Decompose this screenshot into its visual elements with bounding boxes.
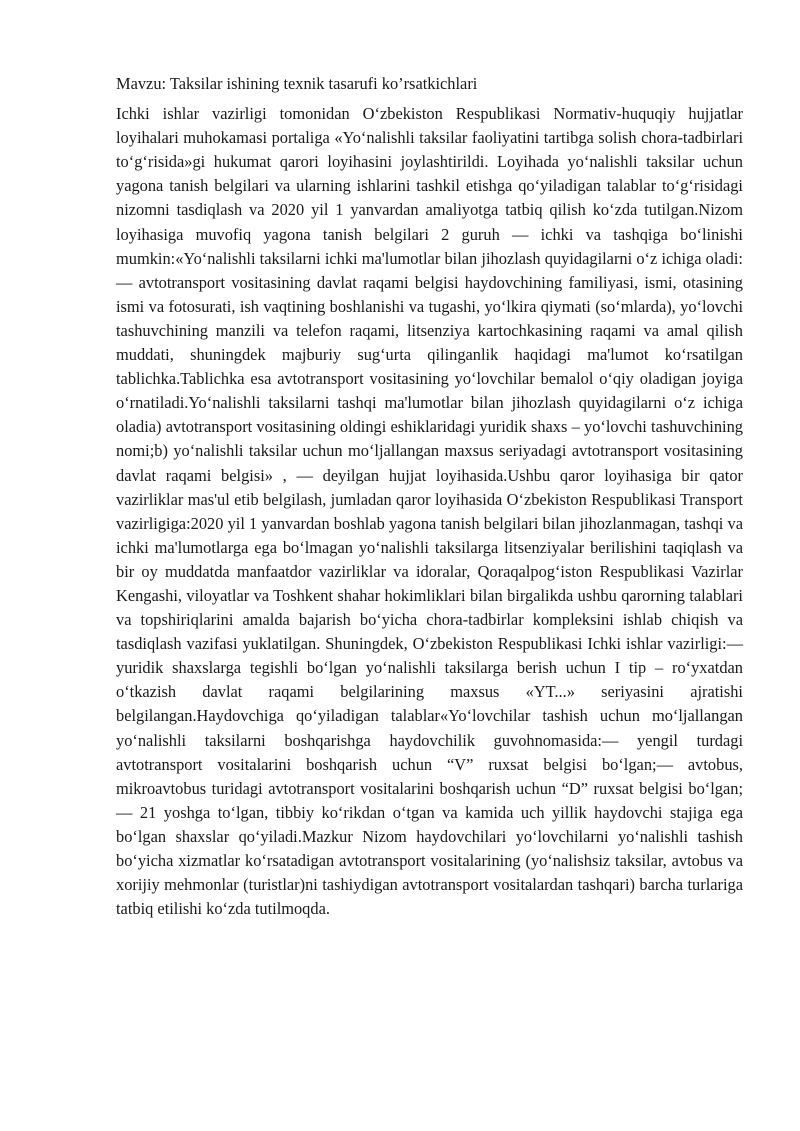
document-body-paragraph: Ichki ishlar vazirligi tomonidan O‘zbekiston Respublikasi Normativ-huquqiy hujjatlar loyihalari muhokamasi portaliga «Yo‘nalishli taksilar faoliyatini tartibga solish chora-tadbirlari to‘g‘risida»gi hukumat qarori loyihasini joylashtirildi. Loyihada yo‘nalishli taksilar uchun yagona tanish belgilari va ularning ishlarini tashkil etishga qo‘yiladigan talablar to‘g‘risidagi nizomni tasdiqlash va 2020 yil 1 yanvardan amaliyotga tatbiq qilish ko‘zda tutilgan.Nizom loyihasiga muvofiq yagona tanish belgilari 2 guruh — ichki va tashqiga bo‘linishi mumkin:«Yo‘nalishli taksilarni ichki ma'lumotlar bilan jihozlash quyidagilarni o‘z ichiga oladi:— avtotransport vositasining davlat raqami belgisi haydovchining familiyasi, ismi, otasining ismi va fotosurati, ish vaqtining boshlanishi va tugashi, yo‘lkira qiymati (so‘mlarda), yo‘lovchi tashuvchining manzili va telefon raqami, litsenziya kartochkasining raqami va amal qilish muddati, shuningdek majburiy sug‘urta qilinganlik haqidagi ma'lumot ko‘rsatilgan tablichka.Tablichka esa avtotransport vositasining yo‘lovchilar bemalol o‘qiy oladigan joyiga o‘rnatiladi.Yo‘nalishli taksilarni tashqi ma'lumotlar bilan jihozlash quyidagilarni o‘z ichiga oladia) avtotransport vositasining oldingi eshiklaridagi yuridik shaxs – yo‘lovchi tashuvchining nomi;b) yo‘nalishli taksilar uchun mo‘ljallangan maxsus seriyadagi avtotransport vositasining davlat raqami belgisi» , — deyilgan hujjat loyihasida.Ushbu qaror loyihasiga bir qator vazirliklar mas'ul etib belgilash, jumladan qaror loyihasida O‘zbekiston Respublikasi Transport vazirligiga:2020 yil 1 yanvardan boshlab yagona tanish belgilari bilan jihozlanmagan, tashqi va ichki ma'lumotlarga ega bo‘lmagan yo‘nalishli taksilarga litsenziyalar berilishini taqiqlash va bir oy muddatda manfaatdor vazirliklar va idoralar, Qoraqalpog‘iston Respublikasi Vazirlar Kengashi, viloyatlar va Toshkent shahar hokimliklari bilan birgalikda ushbu qarorning talablari va topshiriqlarini amalda bajarish bo‘yicha chora-tadbirlar kompleksini ishlab chiqish va tasdiqlash vazifasi yuklatilgan. Shuningdek, O‘zbekiston Respublikasi Ichki ishlar vazirligi:— yuridik shaxslarga tegishli bo‘lgan yo‘nalishli taksilarga berish uchun I tip – ro‘yxatdan o‘tkazish davlat raqami belgilarining maxsus «YT...» seriyasini ajratishi belgilangan.Haydovchiga qo‘yiladigan talablar«Yo‘lovchilar tashish uchun mo‘ljallangan yo‘nalishli taksilarni boshqarishga haydovchilik guvohnomasida:— yengil turdagi avtotransport vositalarini boshqarish uchun “V” ruxsat belgisi bo‘lgan;— avtobus, mikroavtobus turidagi avtotransport vositalarini boshqarish uchun “D” ruxsat belgisi bo‘lgan;— 21 yoshga to‘lgan, tibbiy ko‘rikdan o‘tgan va kamida uch yillik haydovchi stajiga ega bo‘lgan shaxslar qo‘yiladi.Mazkur Nizom haydovchilari yo‘lovchilarni yo‘nalishli tashish bo‘yicha xizmatlar ko‘rsatadigan avtotransport vositalarining (yo‘nalishsiz taksilar, avtobus va xorijiy mehmonlar (turistlar)ni tashiydigan avtotransport vositalardan tashqari) barcha turlariga tatbiq etilishi ko‘zda tutilmoqda. — [116, 104, 743, 919]
document-page — [116, 72, 743, 921]
document-title: Mavzu: Taksilar ishining texnik tasarufi ko’rsatkichlari — [116, 74, 478, 93]
